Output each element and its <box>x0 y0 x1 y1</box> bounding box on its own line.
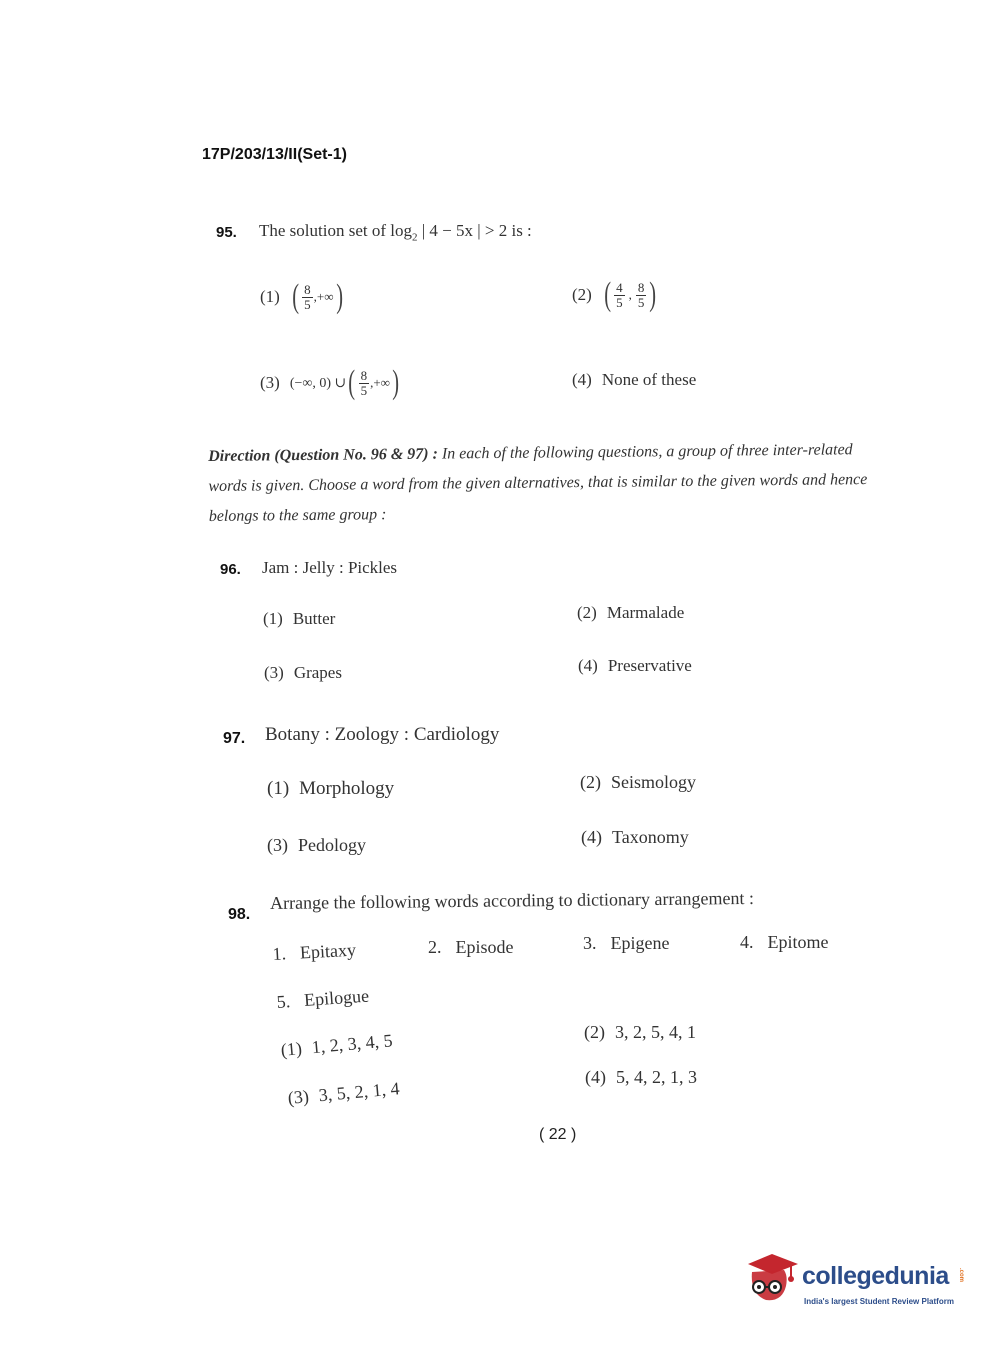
fraction <box>302 283 313 312</box>
fraction <box>614 281 625 310</box>
q97-option-2 <box>580 772 696 793</box>
word-label: 5. <box>276 991 291 1012</box>
q97-option-3 <box>267 835 366 856</box>
option-text: 3, 5, 2, 1, 4 <box>317 1078 401 1106</box>
word-label: 4. <box>740 932 754 952</box>
collegedunia-logo <box>742 1250 967 1312</box>
q95-option-1 <box>260 278 345 316</box>
question-number-97: 97. <box>223 730 246 747</box>
stem-95-pre: The solution set of log <box>259 221 412 240</box>
direction-text: In each of the following questions, a group of three inter-related words is given. Choose a word from the given alternatives, that is similar to the given words and hence belongs to the same group : <box>208 441 868 525</box>
option-label: (1) <box>267 778 290 799</box>
question-number-96: 96. <box>220 561 241 578</box>
q95-option-4 <box>572 370 696 390</box>
option-text: Preservative <box>607 656 692 675</box>
option-text: Pedology <box>298 835 367 855</box>
word-label: 2. <box>428 937 442 957</box>
stem-95-sub: 2 <box>411 231 418 244</box>
interval-end: ,+∞ <box>313 289 334 304</box>
q95-option-4-text: None of these <box>601 370 697 389</box>
q98-word-5 <box>276 986 370 1013</box>
option-label: (3) <box>287 1086 310 1108</box>
option-text: Seismology <box>611 772 697 792</box>
fraction <box>636 281 647 310</box>
q95-option-4-label: (4) <box>572 370 592 389</box>
stem-95-post: | 4 − 5x | > 2 is : <box>421 221 532 240</box>
q98-word-2 <box>428 937 514 958</box>
interval-comma: , <box>628 287 632 302</box>
numerator: 8 <box>637 279 645 295</box>
option-label: (1) <box>263 609 283 628</box>
q95-option-3 <box>260 364 401 402</box>
direction-lead: Direction (Question No. 96 & 97) : <box>208 445 439 465</box>
option-label: (2) <box>580 772 601 792</box>
option-text: 5, 4, 2, 1, 3 <box>616 1067 697 1087</box>
exam-code: 17P/203/13/II(Set-1) <box>202 146 347 163</box>
interval-prefix: (−∞, 0) ∪ <box>289 375 347 391</box>
word-text: Epitaxy <box>299 939 357 963</box>
option-text: Morphology <box>299 778 395 799</box>
option-text: Grapes <box>293 663 342 682</box>
q98-option-3 <box>287 1078 400 1109</box>
question-stem-96: Jam : Jelly : Pickles <box>262 558 398 577</box>
denominator: 5 <box>637 294 645 310</box>
page-number: ( 22 ) <box>539 1126 577 1143</box>
logo-tagline: India's largest Student Review Platform <box>804 1297 954 1306</box>
denominator: 5 <box>304 296 311 312</box>
q98-word-3 <box>583 933 669 954</box>
option-label: (2) <box>577 603 597 622</box>
q95-option-2 <box>572 276 659 314</box>
q97-option-1 <box>267 778 394 800</box>
word-text: Epigene <box>610 933 670 953</box>
question-stem-95 <box>259 221 532 243</box>
option-label: (4) <box>585 1067 606 1087</box>
q98-word-4 <box>740 932 829 953</box>
word-text: Epilogue <box>303 985 370 1011</box>
option-text: 1, 2, 3, 4, 5 <box>310 1030 394 1058</box>
option-text: Taxonomy <box>612 827 689 847</box>
interval-end: ,+∞ <box>370 375 390 390</box>
left-paren-icon: ( <box>604 276 611 313</box>
left-paren-icon: ( <box>292 278 299 315</box>
word-label: 1. <box>272 943 287 964</box>
option-text: Marmalade <box>606 603 685 622</box>
q96-option-3 <box>264 663 342 683</box>
q95-option-3-label: (3) <box>260 373 280 392</box>
mascot-icon <box>742 1250 800 1308</box>
right-paren-icon: ) <box>392 364 400 401</box>
logo-name: collegedunia <box>802 1262 949 1290</box>
direction-paragraph <box>208 435 877 532</box>
q96-option-1 <box>263 609 335 629</box>
right-paren-icon: ) <box>335 278 343 315</box>
q98-word-1 <box>272 940 356 965</box>
option-text: 3, 2, 5, 4, 1 <box>615 1022 696 1042</box>
q97-option-4 <box>581 827 689 848</box>
option-label: (1) <box>280 1038 303 1060</box>
question-number-98: 98. <box>228 906 251 923</box>
option-label: (3) <box>267 835 288 855</box>
question-stem-97: Botany : Zoology : Cardiology <box>265 724 500 745</box>
right-paren-icon: ) <box>649 276 657 313</box>
option-label: (4) <box>581 827 602 847</box>
numerator: 8 <box>360 367 368 383</box>
word-text: Epitome <box>767 932 829 952</box>
q95-option-2-label: (2) <box>572 285 592 304</box>
q98-option-4 <box>585 1067 697 1088</box>
left-paren-icon: ( <box>348 364 356 401</box>
q98-option-1 <box>280 1030 393 1061</box>
fraction <box>359 369 370 398</box>
logo-com: .com <box>958 1268 964 1283</box>
q98-option-2 <box>584 1022 696 1043</box>
option-text: Butter <box>292 609 336 628</box>
option-label: (2) <box>584 1022 605 1042</box>
denominator: 5 <box>616 294 623 310</box>
question-number-95: 95. <box>216 224 237 241</box>
word-text: Episode <box>455 937 514 957</box>
word-label: 3. <box>583 933 597 953</box>
numerator: 4 <box>616 279 623 295</box>
option-label: (3) <box>264 663 284 682</box>
numerator: 8 <box>304 281 311 297</box>
q96-option-4 <box>578 656 692 676</box>
question-stem-98: Arrange the following words according to dictionary arrangement : <box>270 887 755 913</box>
denominator: 5 <box>360 382 368 398</box>
q95-option-1-label: (1) <box>260 287 280 306</box>
option-label: (4) <box>578 656 598 675</box>
q96-option-2 <box>577 603 684 623</box>
